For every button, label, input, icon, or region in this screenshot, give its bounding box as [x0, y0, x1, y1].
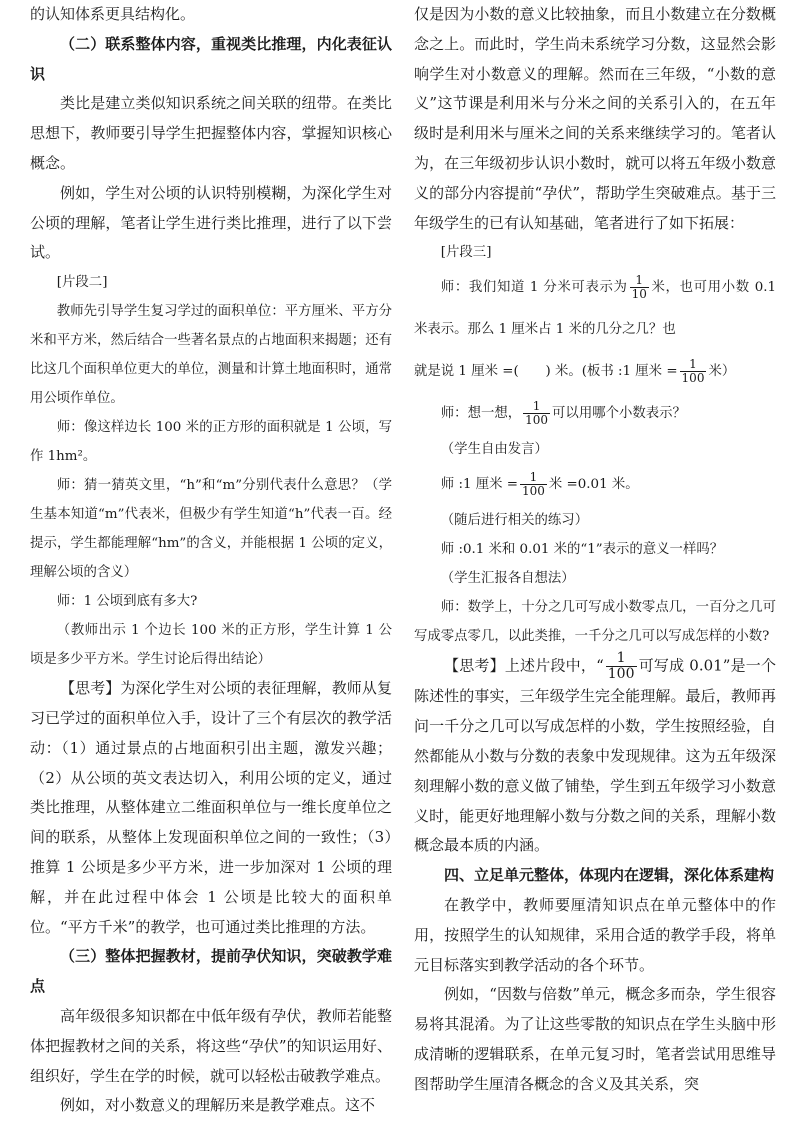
segment-label: [片段三] — [440, 245, 492, 261]
paragraph: 的认知体系更具结构化。 — [30, 5, 196, 23]
text-run: 可写成 0.01”是一个陈述性的事实，三年级学生完全能理解。最后，教师再问一千分之几可以写成怎样的小数，学生按照经验，自然都能从小数与分数的表象中发现规律。这为五年级深刻理解小数的意义做了铺垫，学生到五年级学习小数意义时，能更好地理解小数与分数之间的关系，理解小数概念最本质的内涵。 — [414, 656, 777, 855]
paragraph: 高年级很多知识都在中低年级有孕伏，教师若能整体把握教材之间的关系，将这些“孕伏”的知识运用好、组织好，学生在学的时候，就可以轻松击破教学难点。 — [30, 1006, 392, 1085]
denominator: 100 — [522, 484, 545, 499]
numerator: 1 — [680, 358, 707, 372]
text-run: 米） — [708, 364, 736, 380]
text-run: 师：我们知道 1 分米可表示为 — [440, 280, 628, 296]
reflection-paragraph: 【思考】为深化学生对公顷的表征理解，教师从复习已学过的面积单位入手，设计了三个有层次的教学活动：（1）通过景点的占地面积引出主题，激发兴趣；（2）从公顷的英文表达切入，利用公顷的定义，通过类比推理，从整体建立二维面积单位与一维长度单位之间的联系，从整体上发现面积单位之间的一致性；（3）推算 1 公顷是多少平方米，进一步加深对 1 公顷的理解，并在此过程中体会 1 公顷是比较大的面积单位。“平方千米”的教学，也可通过类比推理的方法。 — [30, 679, 392, 936]
paragraph: 例如，对小数意义的理解历来是教学难点。这不 — [60, 1096, 376, 1115]
classroom-text: 师：1 公顷到底有多大? — [56, 594, 198, 610]
numerator: 1 — [606, 651, 637, 667]
fraction-one-hundredth — [523, 400, 550, 427]
paragraph: 仅是因为小数的意义比较抽象，而且小数建立在分数概念之上。而此时，学生尚未系统学习分数，这显然会影响学生对小数意义的理解。然而在三年级，“小数的意义”这节课是利用米与分米之间的关系引入的，在五年级时是利用米与厘米之间的关系来继续学习的。笔者认为，在三年级初步认识小数时，就可以将五年级小数意义的部分内容提前“孕伏”，帮助学生突破难点。基于三年级学生的已有认知基础，笔者进行了如下拓展： — [414, 5, 776, 232]
classroom-text: 师：数学上，十分之几可写成小数零点几，一百分之几可写成零点零几，以此类推，一千分之几可以写成怎样的小数? — [414, 600, 776, 645]
classroom-text: 师：猜一猜英文里，“h”和“m”分别代表什么意思？（学生基本知道“m”代表米，但极少有学生知道“h”代表一百。经提示，学生都能理解“hm”的含义，并能根据 1 公顷的定义，理解公顷的含义） — [30, 478, 392, 581]
denominator: 10 — [631, 287, 647, 302]
fraction-one-tenth — [630, 274, 649, 301]
classroom-text: （随后进行相关的练习） — [440, 513, 589, 529]
classroom-text: （学生汇报各自想法） — [440, 571, 575, 587]
numerator: 1 — [520, 471, 547, 485]
text-run: 米，也可用小数 0.1 米表示。那么 1 厘米占 1 米的几分之几？也 — [414, 280, 776, 338]
classroom-text: 教师先引导学生复习学过的面积单位：平方厘米、平方分米和平方米，然后结合一些著名景点的占地面积来揭题；还有比这几个面积单位更大的单位，测量和计算土地面积时，通常用公顷作单位。 — [30, 304, 392, 407]
right-column — [414, 0, 776, 1100]
text-run: 可以用哪个小数表示？ — [552, 406, 686, 422]
denominator: 100 — [681, 371, 705, 386]
fraction-one-hundredth — [520, 471, 547, 498]
numerator: 1 — [630, 274, 649, 288]
paragraph: 例如，学生对公顷的认识特别模糊，为深化学生对公顷的理解，笔者让学生进行类比推理，进行了以下尝试。 — [30, 183, 392, 262]
classroom-text — [414, 464, 776, 506]
fraction-one-hundredth — [680, 358, 707, 385]
section-heading: （三）整体把握教材，提前孕伏知识，突破教学难点 — [30, 947, 392, 996]
paragraph: 例如，“因数与倍数”单元，概念多而杂，学生很容易将其混淆。为了让这些零散的知识点在学生头脑中形成清晰的逻辑联系，在单元复习时，笔者尝试用思维导图帮助学生厘清各概念的含义及其关系，突 — [414, 985, 776, 1093]
denominator: 100 — [607, 666, 635, 683]
reflection-paragraph — [414, 651, 776, 861]
classroom-text: （学生自由发言） — [440, 442, 548, 458]
fraction-one-hundredth — [606, 651, 637, 682]
classroom-text: 师：像这样边长 100 米的正方形的面积就是 1 公顷，写作 1hm²。 — [30, 420, 392, 465]
text-run: 【思考】上述片段中，“ — [444, 656, 604, 675]
classroom-text: 师 :0.1 米和 0.01 米的“1”表示的意义一样吗？ — [440, 542, 724, 558]
section-heading: （二）联系整体内容，重视类比推理，内化表征认识 — [30, 34, 392, 83]
classroom-text — [414, 351, 776, 393]
paragraph: 类比是建立类似知识系统之间关联的纽带。在类比思想下，教师要引导学生把握整体内容，掌握知识核心概念。 — [30, 94, 392, 172]
text-run: 师 :1 厘米 = — [440, 477, 518, 493]
denominator: 100 — [525, 413, 549, 428]
segment-label: [片段二] — [56, 275, 108, 291]
paragraph: 在教学中，教师要厘清知识点在单元整体中的作用，按照学生的认知规律，采用合适的教学手段，将单元目标落实到教学活动的各个环节。 — [414, 895, 776, 974]
classroom-text: （教师出示 1 个边长 100 米的正方形，学生计算 1 公顷是多少平方米。学生讨论后得出结论） — [30, 623, 392, 668]
section-heading: 四、立足单元整体，体现内在逻辑，深化体系建构 — [444, 866, 775, 885]
numerator: 1 — [523, 400, 550, 414]
left-column — [30, 0, 392, 1121]
text-run: 米 =0.01 米。 — [548, 477, 639, 493]
classroom-text — [414, 393, 776, 435]
text-run: 师：想一想， — [440, 406, 522, 422]
text-run: 就是说 1 厘米 =( ) 米。(板书 :1 厘米 = — [414, 364, 678, 380]
classroom-text — [414, 267, 776, 351]
